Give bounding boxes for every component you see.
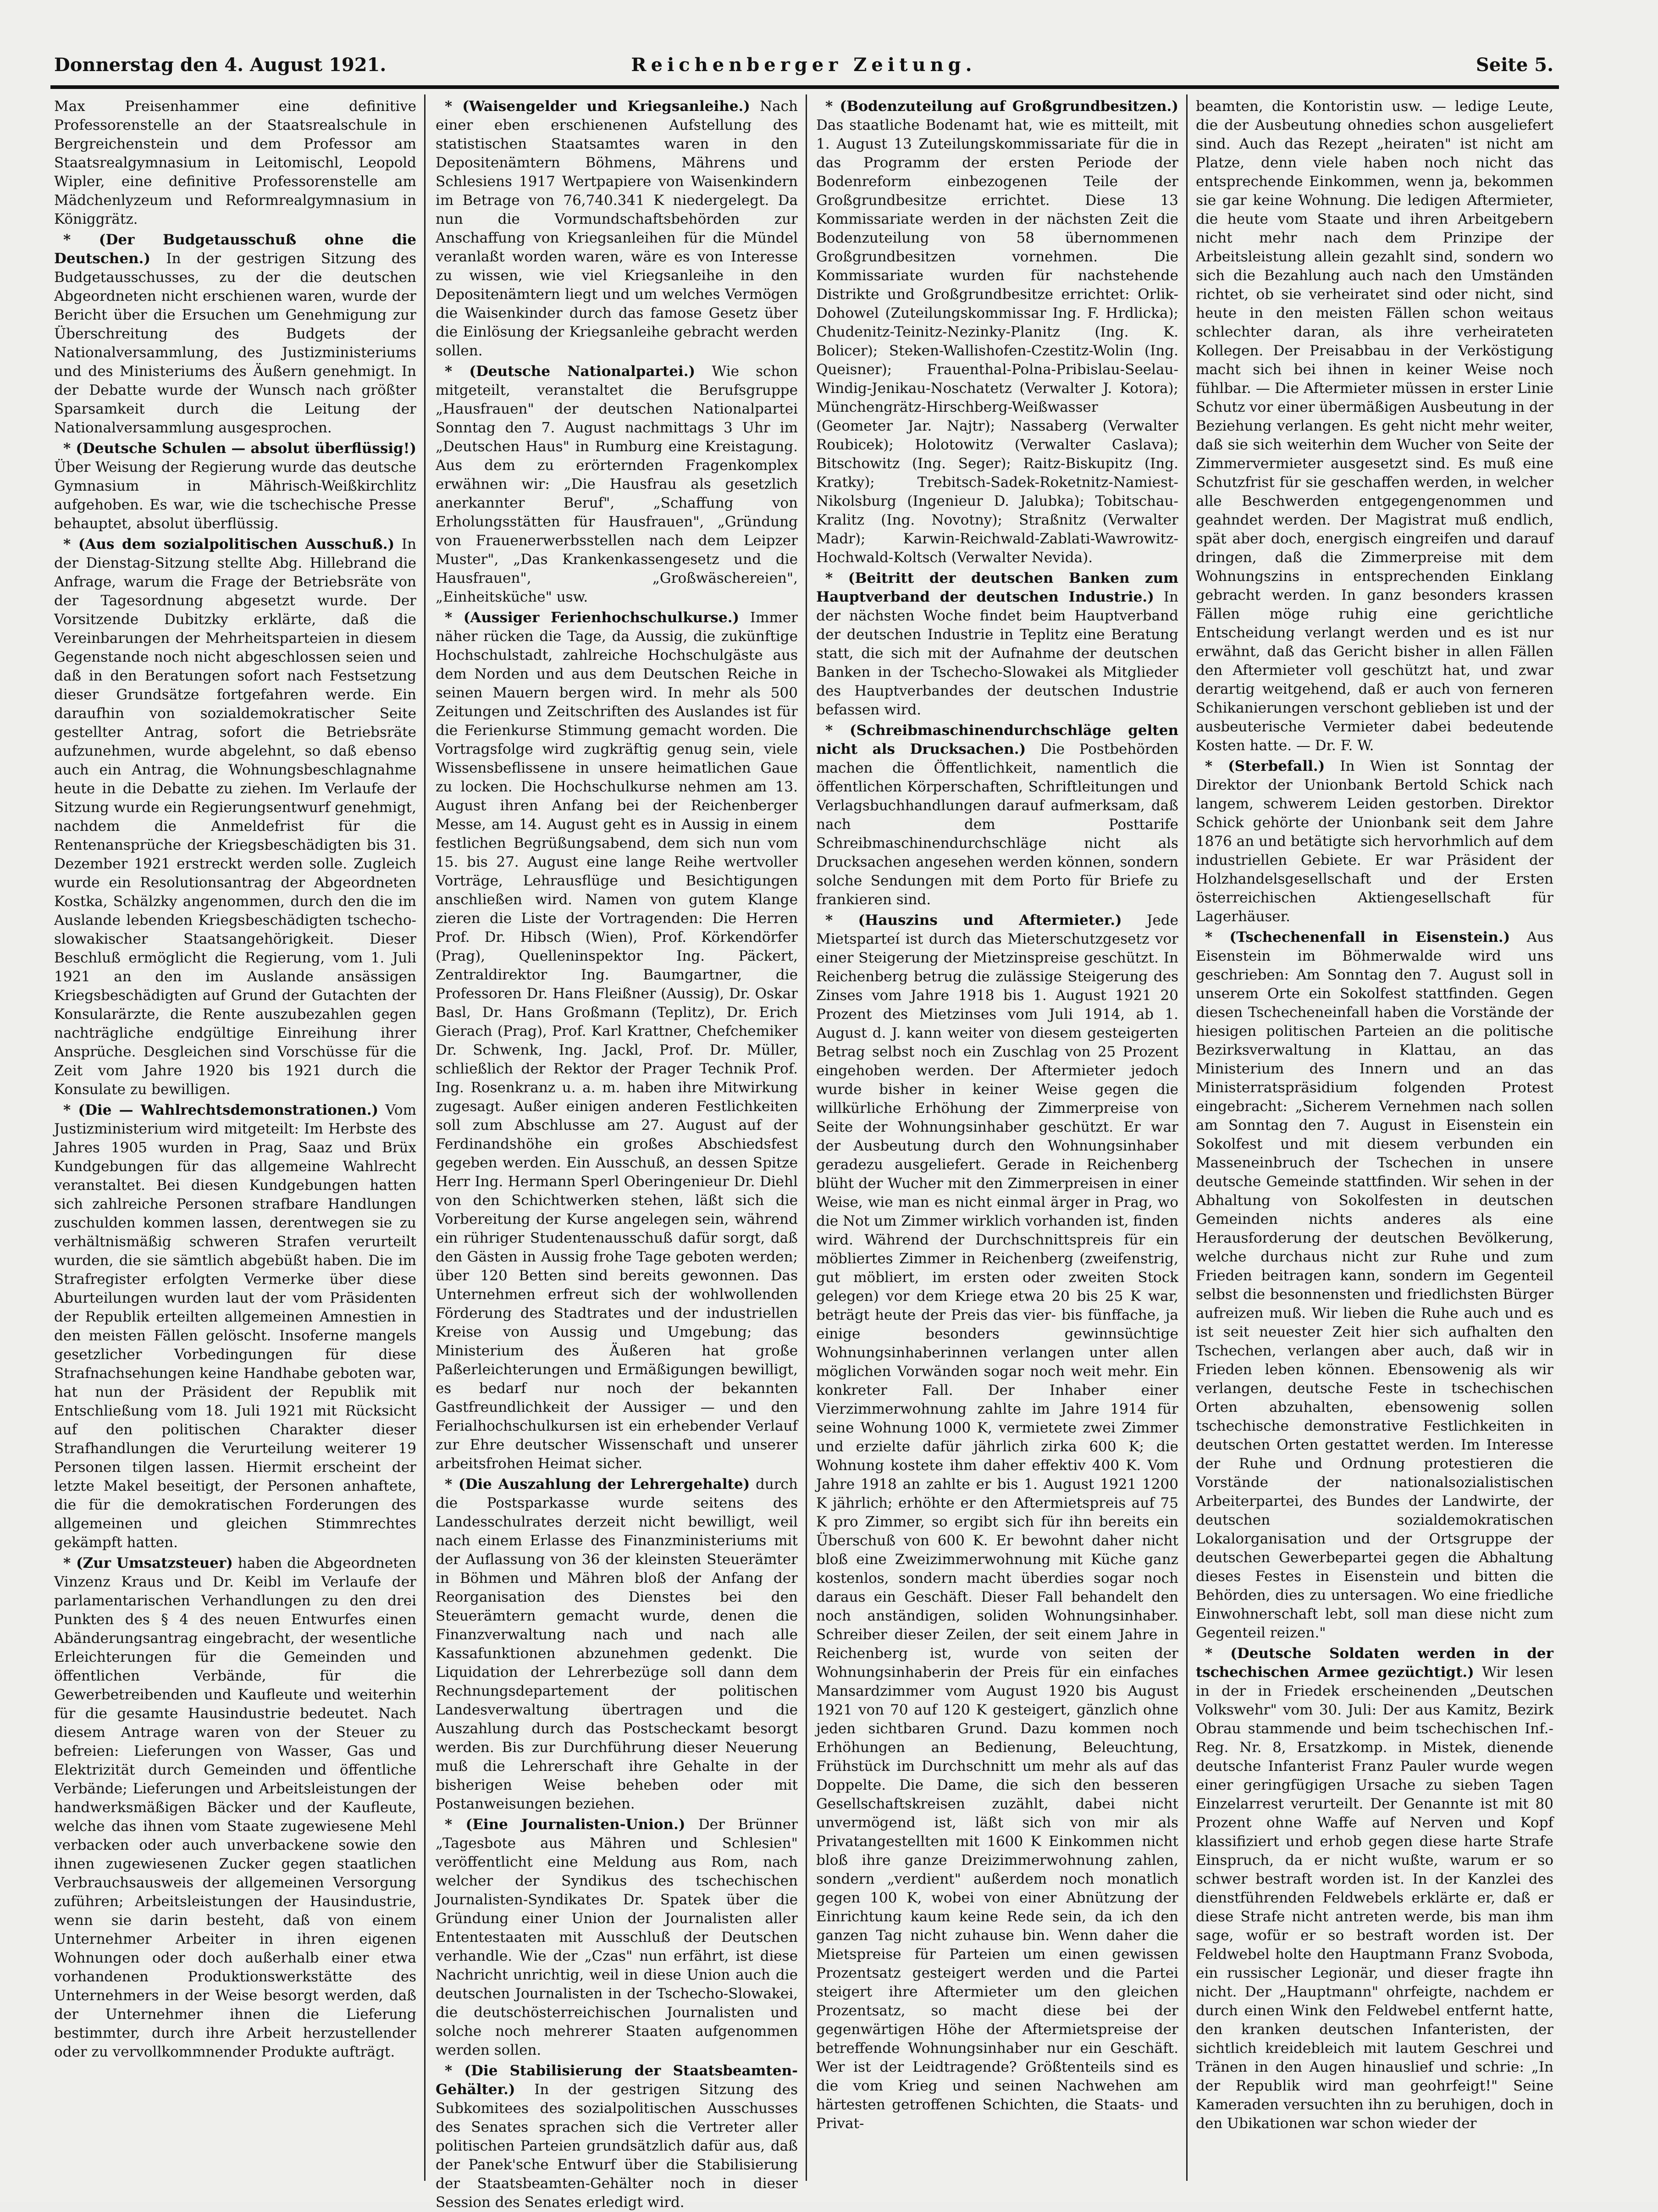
masthead-rule <box>50 85 1559 89</box>
article-text: Der Brünner „Tagesbote aus Mähren und Schlesien" veröffentlicht eine Meldung aus Rom, nach welcher der Syndikus des tschechischen Journalisten-Syndikates Dr. Spatek über die Gründung einer Union der Journalisten aller Ententestaaten mit Ausschluß der Deutschen verhandle. Wie der „Czas" nun erfährt, ist diese Nachricht unrichtig, weil in diese Union auch die deutschen Journalisten in der Tschecho-Slowakei, die deutschösterreichischen Journalisten und solche noch mehrerer Staaten aufgenommen werden sollen. <box>436 1816 798 2058</box>
article-text: In Wien ist Sonntag der Direktor der Unionbank Bertold Schick nach langem, schwerem Leiden gestorben. Direktor Schick gehörte der Unionbank seit dem Jahre 1876 an und betätigte sich hervorhmlich auf dem industriellen Gebiete. Er war Präsident der Holzhandelsgesellschaft und der Ersten österreichischen Aktiengesellschaft für Lagerhäuser. <box>1196 758 1553 925</box>
article-heading: * (Beitritt der deutschen Banken zum Hauptverband der deutschen Industrie.) <box>816 570 1178 605</box>
article-text: Das staatliche Bodenamt hat, wie es mitteilt, mit 1. August 13 Zuteilungskommissariate für die in das Programm der ersten Periode der Bodenreform einbezogenen Teile der Großgrundbesitze errichtet. Diese 13 Kommissariate werden in der nächsten Zeit die Bodenzuteilung von 58 übernommenen Großgrundbesitzen vornehmen. Die Kommissariate wurden für nachstehende Distrikte und Großgrundbesitze errichtet: Orlik-Dohowel (Zuteilungskommissar Ing. F. Hrdlicka); Chudenitz-Teinitz-Nezinky-Planitz (Ing. K. Bolicer); Steken-Wallishofen-Czestitz-Wolin (Ing. Queisner); Frauenthal-Polna-Pribislau-Seelau-Windig-Jenikau-Noschatetz (Verwalter J. Kotora); Münchengrätz-Hirschberg-Weißwasser (Geometer Jar. Najtr); Nassaberg (Verwalter Roubicek); Holotowitz (Verwalter Caslava); Bitschowitz (Ing. Seger); Raitz-Biskupitz (Ing. Kratky); Trebitsch-Sadek-Roketnitz-Namiest-Nikolsburg (Ingenieur D. Jalubka); Tobitschau-Kralitz (Ing. Novotny); Straßnitz (Verwalter Madr); Karwin-Reichwald-Zablati-Wawrowitz-Hochwald-Koltsch (Verwalter Nevida). <box>816 117 1178 566</box>
article-heading: * (Eine Journalisten-Union.) <box>445 1816 685 1833</box>
article-paragraph <box>436 1815 798 2060</box>
article-heading: * (Deutsche Nationalpartei.) <box>445 363 696 380</box>
article-heading: * (Aus dem sozialpolitischen Ausschuß.) <box>63 536 395 553</box>
article-text: Wir lesen in der in Friedek erscheinenden „Deutschen Volkswehr" vom 30. Juli: Der aus Kamitz, Bezirk Obrau stammende und beim tschechischen Inf.-Reg. Nr. 8, Ersatzkomp. in Mistek, dienende deutsche Infanterist Franz Pauler wurde wegen einer geringfügigen Ursache zu sieben Tagen Einzelarrest verurteilt. Der Genannte ist mit 80 Prozent ohne Waffe auf Nerven und Kopf klassifiziert und erhob gegen diese harte Strafe Einspruch, da er nicht wußte, warum er so schwer bestraft worden ist. In der Kanzlei des dienstführenden Feldwebels erklärte er, daß er diese Strafe nicht antreten werde, bis man ihm sage, wofür er so bestraft worden ist. Der Feldwebel holte den Hauptmann Franz Svoboda, ein russischer Legionär, und dieser fragte ihn nicht. Der „Hauptmann" ohrfeigte, nachdem er durch einen Wink den Feldwebel entfernt hatte, den kranken deutschen Infanteristen, der sichtlich kreidebleich mit lautem Geschrei und Tränen in den Augen hinauslief und schrie: „In der Republik wird man geohrfeigt!" Seine Kameraden versuchten ihn zu beruhigen, doch in den Ubikationen war schon wieder der <box>1196 1664 1554 2132</box>
article-paragraph <box>436 608 798 1473</box>
article-text: In der gestrigen Sitzung des Budgetausschusses, zu der die deutschen Abgeordneten nicht erschienen waren, wurde der Bericht über die Ersuchen um Genehmigung zur Überschreitung des Budgets der Nationalversammlung, des Justizministeriums und des Ministeriums des Äußern genehmigt. In der Debatte wurde der Wunsch nach größter Sparsamkeit durch die Leitung der Nationalversammlung ausgesprochen. <box>54 250 416 436</box>
article-heading: * (Sterbefall.) <box>1205 758 1325 774</box>
article-paragraph <box>1196 1644 1553 2133</box>
article-heading: * (Waisengelder und Kriegsanleihe.) <box>445 98 750 115</box>
article-text: Immer näher rücken die Tage, da Aussig, die zukünftige Hochschulstadt, zahlreiche Hochschulgäste aus dem Norden und aus dem Deutschen Reiche in seinen Mauern bergen wird. In mehr als 500 Zeitungen und Zeitschriften des Auslandes ist für die Ferienkurse Stimmung gemacht worden. Die Vortragsfolge wird zugkräftig genug sein, viele Wissensbeflissene in unsere heimatlichen Gaue zu locken. Die Hochschulkurse nehmen am 13. August ihren Anfang bei der Reichenberger Messe, am 14. August geht es in Aussig in einem festlichen Begrüßungsabend, dem sich nun vom 15. bis 27. August eine lange Reihe wertvoller Vorträge, Lehrausflüge und Besichtigungen anschließen wird. Namen von gutem Klange zieren die Liste der Vortragenden: Die Herren Prof. Dr. Hibsch (Wien), Prof. Körkendörfer (Prag), Quelleninspektor Ing. Päckert, Zentraldirektor Ing. Baumgartner, die Professoren Dr. Hans Fleißner (Aussig), Dr. Oskar Basl, Dr. Hans Großmann (Teplitz), Dr. Erich Gierach (Prag), Prof. Karl Krattner, Chefchemiker Dr. Schwenk, Ing. Jackl, Prof. Dr. Müller, schließlich der Rektor der Prager Technik Prof. Ing. Rosenkranz u. a. m. haben ihre Mitwirkung zugesagt. Außer einigen anderen Festlichkeiten soll zum Abschlusse am 27. August auf der Ferdinandshöhe ein großes Abschiedsfest gegeben werden. Ein Ausschuß, an dessen Spitze Herr Ing. Hermann Sperl Oberingenieur Dr. Diehl von den Schichtwerken stehen, läßt sich die Vorbereitung der Kurse angelegen sein, während ein rühriger Studentenausschuß dafür sorgt, daß den Gästen in Aussig frohe Tage geboten werden; über 120 Betten sind bereits gewonnen. Das Unternehmen erfreut sich der wohlwollenden Förderung des Stadtrates und der industriellen Kreise von Aussig und Umgebung; das Ministerium des Äußeren hat große Paßerleichterungen und Ermäßigungen bewilligt, es bedarf nur noch der bekannten Gastfreundlichkeit der Aussiger — und den Ferialhochschulkursen ist ein erhebender Verlauf zur Ehre deutscher Wissenschaft und unserer arbeitsfrohen Heimat sicher. <box>436 609 798 1472</box>
article-paragraph <box>54 1101 416 1552</box>
article-paragraph <box>1196 757 1553 926</box>
article-heading: * (Deutsche Soldaten werden in der tschechischen Armee gezüchtigt.) <box>1196 1645 1553 1681</box>
column-2 <box>436 97 798 2211</box>
article-text: Jede Mietsparteí ist durch das Mieterschutzgesetz vor einer Steigerung der Mietzinspreise geschützt. In Reichenberg betrug die zulässige Steigerung des Zinses vom Jahre 1918 bis 1. August 1921 20 Prozent des Mietzinses vom Juli 1914, ab 1. August d. J. kann weiter von diesem gesteigerten Betrag selbst noch ein Zuschlag von 25 Prozent eingehoben werden. Der Aftermieter jedoch wurde bisher in keiner Weise gegen die willkürliche Erhöhung der Zimmerpreise von Seite der Wohnungsinhaber geschützt. Er war der Ausbeutung durch den Wohnungsinhaber geradezu ausgeliefert. Gerade in Reichenberg blüht der Wucher mit den Zimmerpreisen in einer Weise, wie man es nicht einmal ärger in Prag, wo die Not um Zimmer wirklich vorhanden ist, finden wird. Während der Durchschnittspreis für ein möbliertes Zimmer in Reichenberg (zweifenstrig, gut möbliert, im ersten oder zweiten Stock gelegen) vor dem Kriege etwa 20 bis 25 K war, beträgt heute der Preis das vier- bis fünffache, ja einige besonders gewinnsüchtige Wohnungsinhaberinnen verlangen unter allen möglichen Vorwänden sogar noch weit mehr. Ein konkreter Fall. Der Inhaber einer Vierzimmerwohnung zahlte im Jahre 1914 für seine Wohnung 1000 K, vermietete zwei Zimmer und erzielte dafür jährlich zirka 600 K; die Wohnung kostete ihm daher effektiv 400 K. Vom Jahre 1918 an zahlte er bis 1. August 1921 1200 K jährlich; erhöhte er den Aftermietspreis auf 75 K pro Zimmer, so ergibt sich für ihn bereits ein Überschuß von 600 K. Er bewohnt daher nicht bloß eine Zweizimmerwohnung mit Küche ganz kostenlos, sondern macht überdies sogar noch daraus ein Geschäft. Dieser Fall behandelt den noch anständigen, soliden Wohnungsinhaber. Schreiber dieser Zeilen, der seit einem Jahre in Reichenberg ist, wurde von seiten der Wohnungsinhaberin der Preis für ein einfaches Mansardzimmer vom August 1920 bis August 1921 von 70 auf 120 K gesteigert, gänzlich ohne jeden sichtbaren Grund. Dazu kommen noch Erhöhungen an Bedienung, Beleuchtung, Frühstück im Durchschnitt um mehr als auf das Doppelte. Die Dame, die sich den besseren Gesellschaftskreisen zuzählt, dabei nicht unvermögend ist, läßt sich von mir als Privatangestellten mit 1600 K Einkommen nicht bloß ihre ganze Dreizimmerwohnung zahlen, sondern „verdient" außerdem noch monatlich gegen 100 K, wobei von einer Abnützung der Einrichtung kaum keine Rede sein, da ich den ganzen Tag nicht zuhause bin. Wenn daher die Mietspreise für Parteien um einen gewissen Prozentsatz gesteigert werden und die Partei steigert ihre Aftermieter um den gleichen Prozentsatz, so macht diese bei der gegenwärtigen Höhe der Aftermietspreise der betreffende Wohnungsinhaber nur ein Geschäft. Wer ist der Leidtragende? Größtenteils sind es die vom Krieg und seinen Nachwehen am härtesten getroffenen Schichten, die Staats- und Privat- <box>816 912 1178 2132</box>
article-paragraph <box>54 1554 416 2062</box>
article-paragraph <box>816 721 1178 909</box>
article-text: In der nächsten Woche findet beim Hauptverband der deutschen Industrie in Teplitz eine Beratung statt, die sich mit der Aufnahme der deutschen Banken in der Tschecho-Slowakei als Mitglieder des Hauptverbandes der deutschen Industrie befassen wird. <box>816 589 1178 718</box>
article-heading: * (Hauszins und Aftermieter.) <box>825 912 1122 929</box>
article-text: Aus Eisenstein im Böhmerwalde wird uns geschrieben: Am Sonntag den 7. August soll in unserem Orte ein Sokolfest stattfinden. Gegen diesen Tschecheneinfall haben die Vorstände der hiesigen politischen Parteien an die politische Bezirksverwaltung in Klattau, an das Ministerium des Innern und an das Ministerratspräsidium folgenden Protest eingebracht: „Sicherem Vernehmen nach sollen am Sonntag den 7. August in Eisenstein ein Sokolfest und mit diesem verbunden ein Masseneinbruch der Tschechen in unsere deutsche Gemeinde stattfinden. Wir sehen in der Abhaltung von Sokolfesten in deutschen Gemeinden nichts anderes als eine Herausforderung der deutschen Bevölkerung, welche durchaus nicht zur Ruhe und zum Frieden beitragen kann, sondern im Gegenteil selbst die besonnensten und friedlichsten Bürger aufreizen muß. Wir lieben die Ruhe auch und es ist seit neuester Zeit hier sich aufhalten den Tschechen, verlangen aber auch, daß wir in Frieden leben können. Ebensowenig als wir verlangen, deutsche Feste in tschechischen Orten abzuhalten, ebensowenig sollen tschechische demonstrative Festlichkeiten in deutschen Orten gestattet werden. Im Interesse der Ruhe und Ordnung protestieren die Vorstände der nationalsozialistischen Arbeiterpartei, des Bundes der Landwirte, der deutschen sozialdemokratischen Lokalorganisation und der Ortsgruppe der deutschen Gewerbepartei gegen die Abhaltung dieses Festes in Eisenstein und bitten die Behörden, dies zu untersagen. Wo eine friedliche Einwohnerschaft lebt, soll man diese nicht zum Gegenteil reizen." <box>1196 929 1553 1641</box>
article-paragraph <box>54 231 416 437</box>
article-text: beamten, die Kontoristin usw. — ledige Leute, die der Ausbeutung ohnedies schon ausgeliefert sind. Auch das Rezept „heiraten" ist nicht am Platze, denn viele haben noch nicht das entsprechende Einkommen, wenn ja, bekommen sie gar keine Wohnung. Die ledigen Aftermieter, die heute vom Staate und ihren Arbeitgebern nicht mehr nach dem Prinzipe der Arbeitsleistung allein gezahlt sind, sondern wo sich die Bezahlung auch nach den Umständen richtet, ob sie verheiratet sind oder nicht, sind heute in den meisten Fällen schon weitaus schlechter daran, als ihre verheirateten Kollegen. Der Preisabbau in der Verköstigung macht sich bei ihnen in keiner Weise noch fühlbar. — Die Aftermieter müssen in erster Linie Schutz vor einer übermäßigen Ausbeutung in der Beziehung verlangen. Es geht nicht mehr weiter, daß sie sich weiterhin dem Wucher von Seite der Zimmervermieter ausgesetzt sind. Es muß eine Schutzfrist für sie geschaffen werden, in welcher alle Beschwerden entgegengenommen und geahndet werden. Der Magistrat muß endlich, spät aber doch, energisch eingreifen und darauf dringen, daß die Zimmerpreise mit dem Wohnungszins in entsprechenden Einklang gebracht werden. In ganz besonders krassen Fällen möge ruhig eine gerichtliche Entscheidung verlangt werden und es ist nur erwähnt, daß das Gericht bisher in allen Fällen den Aftermieter voll geschützt hat, und zwar derartig weitgehend, daß er auch von ferneren Schikanierungen verschont geblieben ist und der ausbeuterische Vermieter dabei bedeutende Kosten hatte. — Dr. F. W. <box>1196 98 1553 754</box>
page-number: Seite 5. <box>1476 54 1553 76</box>
article-text: Nach einer eben erschienenen Aufstellung des statistischen Staatsamtes waren in den Depositenämtern Böhmens, Mährens und Schlesiens 1917 Wertpapiere von Waisenkindern im Betrage von 76,740.341 K niedergelegt. Da nun die Vormundschaftsbehörden zur Anschaffung von Kriegsanleihen für die Mündel veranlaßt worden waren, wäre es von Interesse zu wissen, wie viel Kriegsanleihe in den Depositenämtern liegt und um welches Vermögen die Waisenkinder durch das famose Gesetz über die Einlösung der Kriegsanleihe gebracht werden sollen. <box>436 98 798 359</box>
newspaper-title: Reichenberger Zeitung. <box>631 54 977 76</box>
article-text: In der Dienstag-Sitzung stellte Abg. Hillebrand die Anfrage, warum die Frage der Betriebsräte von der Tagesordnung abgesetzt wurde. Der Vorsitzende Dubitzky erklärte, daß die Vereinbarungen der Mehrheitsparteien in diesem Gegenstande noch nicht abgeschlossen seien und daß in den Beratungen sofort nach Festsetzung dieser Grundsätze fortgefahren werde. Ein daraufhin von sozialdemokratischer Seite gestellter Antrag, sofort die Betriebsräte aufzunehmen, wurde abgelehnt, so daß ebenso auch ein Antrag, die Wohnungsbeschlagnahme heute in die Debatte zu ziehen. Im Verlaufe der Sitzung wurde ein Regierungsentwurf genehmigt, nachdem die Anmeldefrist für die Rentenansprüche der Kriegsbeschädigten bis 31. Dezember 1921 erstreckt werden solle. Zugleich wurde ein Resolutionsantrag der Abgeordneten Kostka, Schälzky angenommen, durch den die im Auslande lebenden Kriegsbeschädigten tschecho-slowakischer Staatsangehörigkeit. Dieser Beschluß ermöglicht die Regierung, vom 1. Juli 1921 an den im Auslande ansässigen Kriegsbeschädigten auf Grund der Gutachten der Konsularärzte, die Rente auszubezahlen gegen nachträgliche endgültige Einreihung ihrer Ansprüche. Desgleichen sind Vorschüsse für die Zeit vom Jahre 1920 bis 1921 durch die Konsulate zu bewilligen. <box>54 536 416 1098</box>
masthead <box>54 54 1553 82</box>
article-text: Max Preisenhammer eine definitive Professorenstelle an der Staatsrealschule in Bergreichenstein und dem Professor am Staatsrealgymnasium in Leitomischl, Leopold Wipler, eine definitive Professorenstelle am Mädchenlyzeum und Reformrealgymnasium in Königgrätz. <box>54 98 416 227</box>
article-paragraph <box>54 535 416 1099</box>
article-paragraph <box>816 97 1178 567</box>
article-text: haben die Abgeordneten Vinzenz Kraus und Dr. Keibl im Verlaufe der parlamentarischen Verhandlungen zu den drei Punkten des § 4 des neuen Entwurfes einen Abänderungsantrag eingebracht, der wesentliche Erleichterungen für die Gemeinden und öffentlichen Verbände, für die Gewerbetreibenden und Kaufleute und weiterhin für die gesamte Hausindustrie bedeutet. Nach diesem Antrage waren von der Steuer zu befreien: Lieferungen von Wasser, Gas und Elektrizität durch Gemeinden und öffentliche Verbände; Lieferungen und Arbeitsleistungen der handwerksmäßigen Bäcker und der Kaufleute, welche das ihnen vom Staate zugewiesene Mehl verbacken oder auch unverbackene sowie den ihnen zugewiesenen Zucker gegen staatlichen Verbrauchsausweis der allgemeinen Versorgung zuführen; Arbeitsleistungen der Hausindustrie, wenn sie darin besteht, daß von einem Unternehmer Arbeiter in ihren eigenen Wohnungen oder doch außerhalb einer etwa vorhandenen Produktionswerkstätte des Unternehmers in der Weise besorgt werden, daß der Unternehmer ihnen die Lieferung bestimmter, durch ihre Arbeit herzustellender oder zu vervollkommnender Produkte aufträgt. <box>54 1555 416 2060</box>
article-text: Wie schon mitgeteilt, veranstaltet die Berufsgruppe „Hausfrauen" der deutschen Nationalpartei Sonntag den 7. August nachmittags 3 Uhr im „Deutschen Haus" in Rumburg eine Kreistagung. Aus dem zu erörternden Fragenkomplex erwähnen wir: „Die Hausfrau als gesetzlich anerkannter Beruf", „Schaffung von Erholungsstätten für Hausfrauen", „Gründung von Frauenerwerbsstellen nach dem Leipzer Muster", „Das Krankenkassengesetz und die Hausfrauen", „Großwäschereien", „Einheitsküche" usw. <box>436 363 798 605</box>
article-heading: * (Die Auszahlung der Lehrergehalte) <box>445 1476 750 1493</box>
article-paragraph <box>436 362 798 607</box>
article-heading: * (Die Stabilisierung der Staatsbeamten-Gehälter.) <box>436 2063 798 2098</box>
article-heading: * (Aussiger Ferienhochschulkurse.) <box>445 609 740 626</box>
article-text: Über Weisung der Regierung wurde das deutsche Gymnasium in Mährisch-Weißkirchlitz aufgehoben. Es war, wie die tschechische Presse behauptet, absolut überflüssig. <box>54 459 416 532</box>
column-3 <box>816 97 1178 2179</box>
column-divider <box>424 94 426 2181</box>
article-paragraph <box>54 439 416 533</box>
article-text: In der gestrigen Sitzung des Subkomitees des sozialpolitischen Ausschusses des Senates sprachen sich die Vertreter aller politischen Parteien grundsätzlich dafür aus, daß der Panek'sche Entwurf über die Stabilisierung der Staatsbeamten-Gehälter noch in dieser Session des Senates erledigt wird. <box>436 2081 798 2211</box>
article-text: durch die Postsparkasse wurde seitens des Landesschulrates derzeit nicht bewilligt, weil nach einem Erlasse des Finanzministeriums mit der Auflassung von 36 der kleinsten Steuerämter in Böhmen und Mähren bloß der Anfang der Reorganisation des Dienstes bei den Steuerämtern gemacht wurde, denen die Finanzverwaltung nach und nach alle Kassafunktionen abzunehmen gedenkt. Die Liquidation der Lehrerbezüge soll dann dem Rechnungsdepartement der politischen Landesverwaltung übertragen und die Auszahlung durch das Postscheckamt besorgt werden. Bis zur Durchführung dieser Neuerung muß die Lehrerschaft ihre Gehalte in der bisherigen Weise beheben oder mit Postanweisungen beziehen. <box>436 1476 798 1812</box>
article-heading: * (Schreibmaschinendurchschläge gelten nicht als Drucksachen.) <box>816 722 1178 758</box>
column-divider <box>806 94 807 2181</box>
article-text: Die Postbehörden machen die Öffentlichkeit, namentlich die öffentlichen Körperschaften, Schriftleitungen und Verlagsbuchhandlungen darauf aufmerksam, daß nach dem Posttarife Schreibmaschinendurchschläge nicht als Drucksachen angesehen werden können, sondern solche Sendungen mit dem Porto für Briefe zu frankieren sind. <box>816 741 1178 908</box>
article-heading: * (Bodenzuteilung auf Großgrundbesitzen.) <box>825 98 1178 115</box>
article-heading: * (Tschechenenfall in Eisenstein.) <box>1205 929 1510 946</box>
article-paragraph <box>54 97 416 229</box>
article-paragraph <box>816 569 1178 719</box>
article-paragraph <box>436 2062 798 2212</box>
column-4 <box>1196 97 1553 2179</box>
article-paragraph <box>436 97 798 360</box>
article-text: Vom Justizministerium wird mitgeteilt: Im Herbste des Jahres 1905 wurden in Prag, Saaz und Brüx Kundgebungen für das allgemeine Wahlrecht veranstaltet. Bei diesen Kundgebungen hatten sich zahlreiche Personen strafbare Handlungen zuschulden kommen lassen, derentwegen sie zu verhältnismäßig schweren Strafen verurteilt wurden, die sie sämtlich abgebüßt haben. Die im Strafregister erfolgten Vermerke über diese Aburteilungen wurden laut der vom Präsidenten der Republik erteilten allgemeinen Amnestien in den meisten Fällen gelöscht. Insoferne mangels gesetzlicher Vorbedingungen für diese Strafnachsehungen keine Handhabe geboten war, hat nun der Präsident der Republik mit Entschließung vom 18. Juli 1921 mit Rücksicht auf den politischen Charakter dieser Strafhandlungen die Verurteilung weiterer 19 Personen tilgen lassen. Hiermit erscheint der letzte Makel beseitigt, der Personen anhaftete, die für die demokratischen Forderungen des allgemeinen und gleichen Stimmrechtes gekämpft hatten. <box>54 1102 416 1551</box>
issue-date: Donnerstag den 4. August 1921. <box>54 54 387 76</box>
article-paragraph <box>436 1475 798 1814</box>
article-heading: * (Zur Umsatzsteuer) <box>63 1555 233 1571</box>
article-paragraph <box>1196 97 1553 755</box>
column-1 <box>54 97 416 2179</box>
article-heading: * (Deutsche Schulen — absolut überflüssig!) <box>63 440 416 457</box>
article-heading: * (Der Budgetausschuß ohne die Deutschen.) <box>54 232 416 267</box>
article-heading: * (Die — Wahlrechtsdemonstrationen.) <box>63 1102 379 1118</box>
article-paragraph <box>1196 928 1553 1642</box>
article-paragraph <box>816 911 1178 2133</box>
column-divider <box>1186 94 1188 2181</box>
